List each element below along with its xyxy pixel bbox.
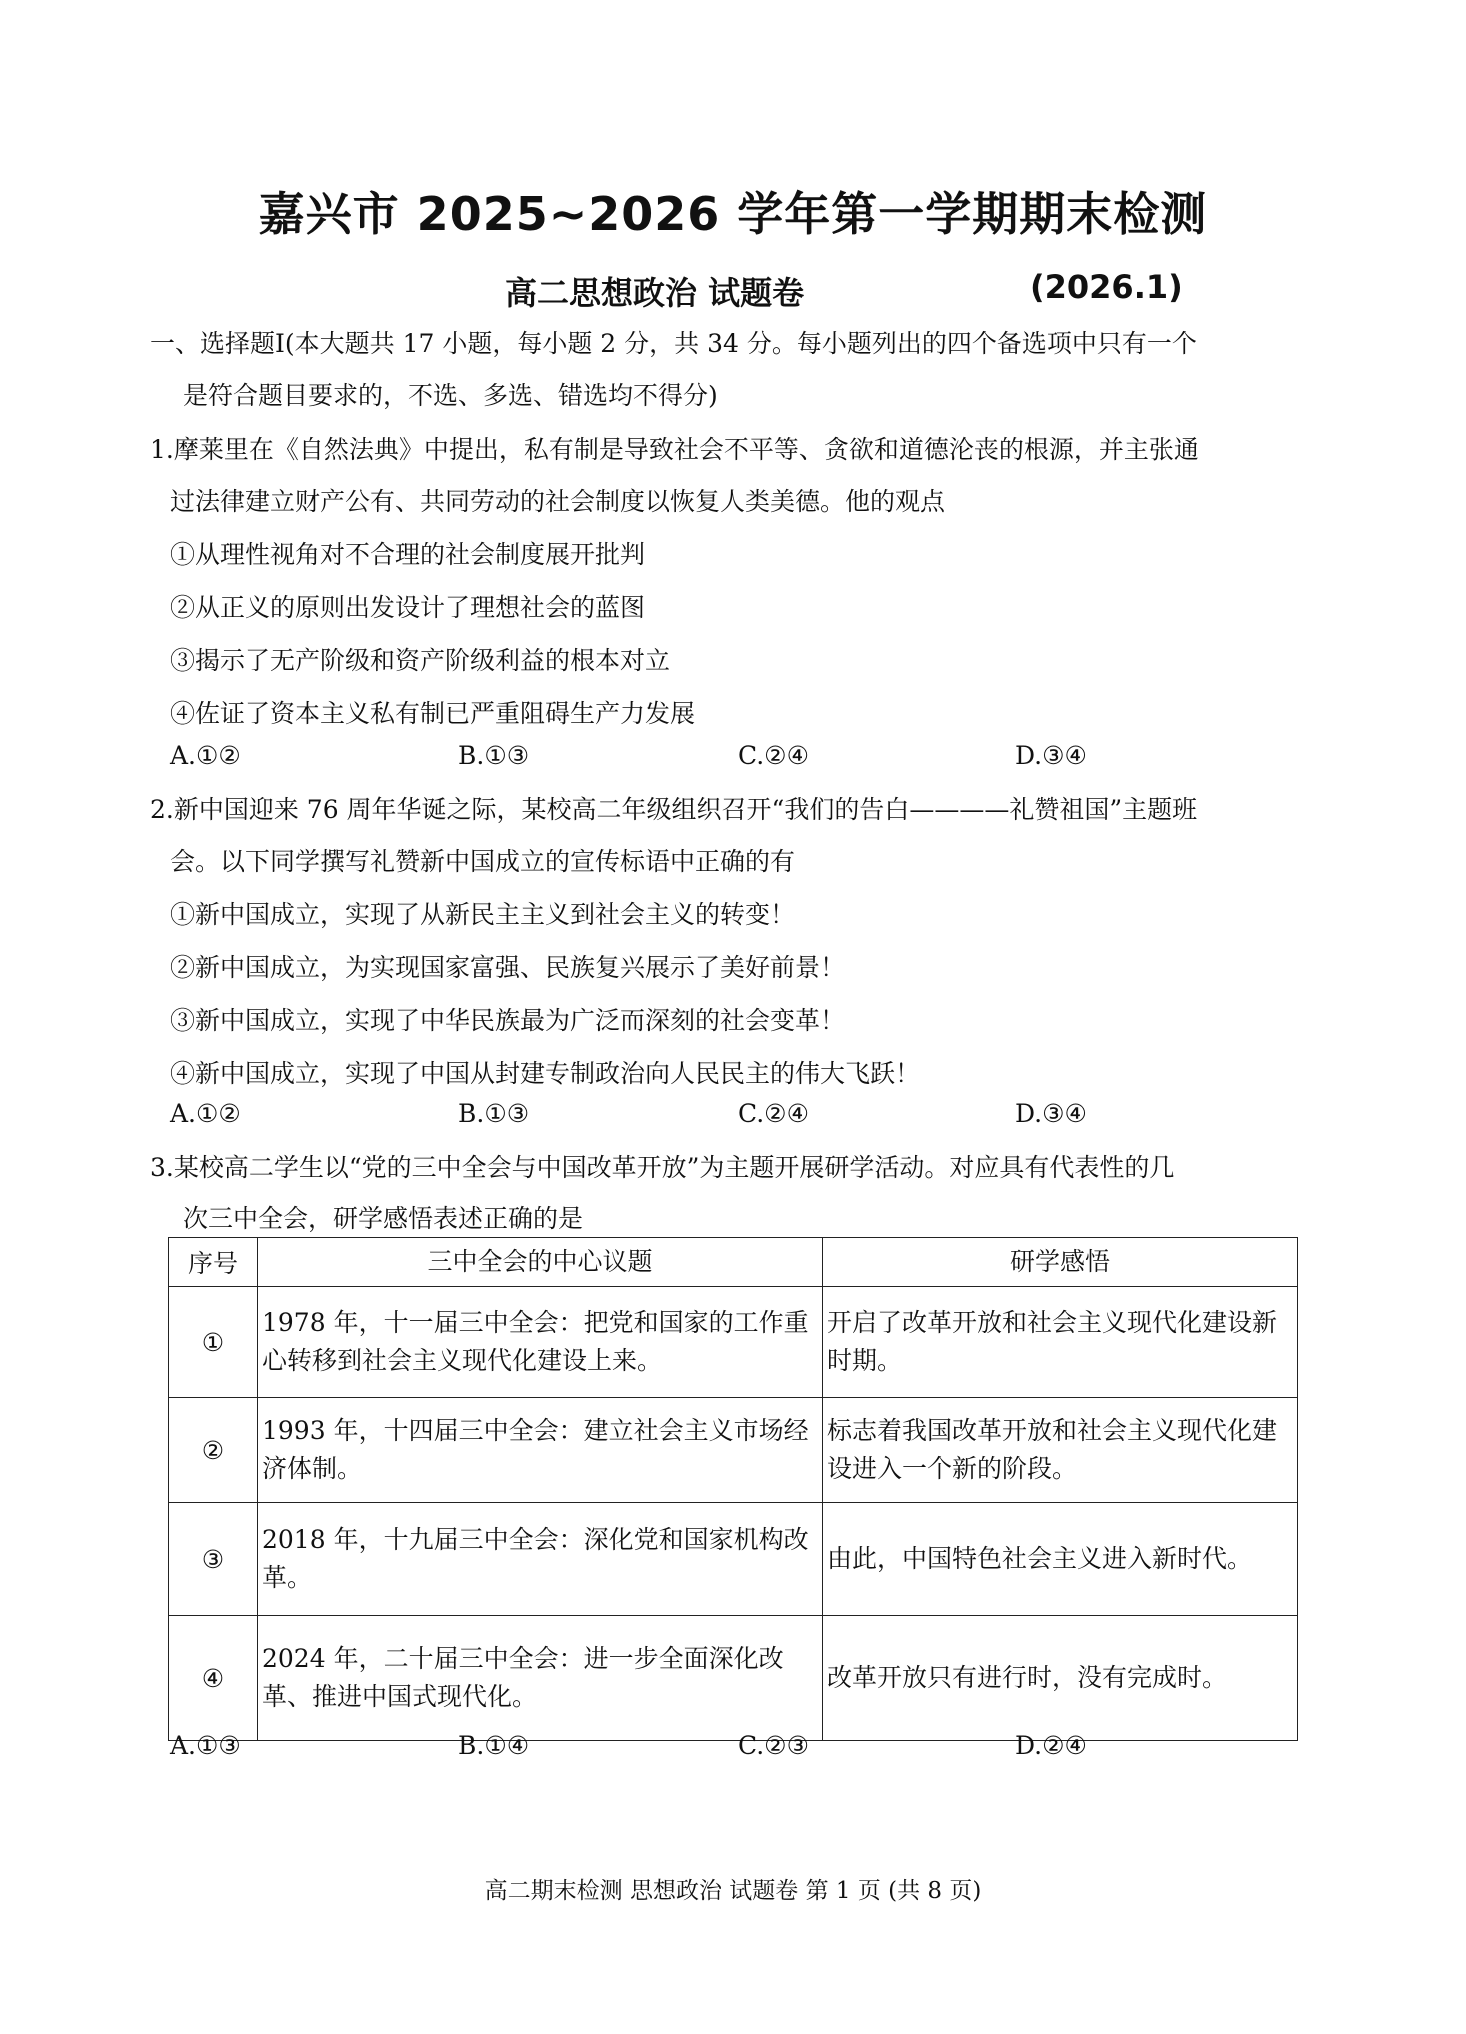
table-cell-topic: 1993 年，十四届三中全会：建立社会主义市场经济体制。 <box>258 1398 823 1503</box>
q1-item-4: ④佐证了资本主义私有制已严重阻碍生产力发展 <box>170 699 696 728</box>
q3-stem-line1: 3.某校高二学生以“党的三中全会与中国改革开放”为主题开展研学活动。对应具有代表性的几 <box>150 1153 1175 1182</box>
q1-option-b[interactable]: B.①③ <box>458 741 530 770</box>
q2-stem-line2: 会。以下同学撰写礼赞新中国成立的宣传标语中正确的有 <box>170 847 796 876</box>
table-row <box>169 1398 1298 1503</box>
q1-option-c[interactable]: C.②④ <box>738 741 810 770</box>
table-cell-feel: 由此，中国特色社会主义进入新时代。 <box>823 1503 1298 1616</box>
q2-stem-line1: 2.新中国迎来 76 周年华诞之际，某校高二年级组织召开“我们的告白————礼赞祖国”主题班 <box>150 795 1198 824</box>
q3-option-a[interactable]: A.①③ <box>170 1731 241 1760</box>
q2-option-b[interactable]: B.①③ <box>458 1099 530 1128</box>
q2-item-4: ④新中国成立，实现了中国从封建专制政治向人民民主的伟大飞跃！ <box>170 1059 921 1088</box>
q1-item-2: ②从正义的原则出发设计了理想社会的蓝图 <box>170 593 646 622</box>
table-cell-feel: 改革开放只有进行时，没有完成时。 <box>823 1616 1298 1741</box>
page-footer: 高二期末检测 思想政治 试题卷 第 1 页 (共 8 页) <box>484 1878 982 1904</box>
exam-date: (2026.1) <box>1030 268 1183 306</box>
table-row <box>169 1503 1298 1616</box>
q2-option-a[interactable]: A.①② <box>170 1099 241 1128</box>
table-cell-topic: 2024 年，二十届三中全会：进一步全面深化改革、推进中国式现代化。 <box>258 1616 823 1741</box>
q2-option-c[interactable]: C.②④ <box>738 1099 810 1128</box>
q2-option-d[interactable]: D.③④ <box>1015 1099 1087 1128</box>
table-header-feel: 研学感悟 <box>823 1238 1298 1287</box>
table-header-topic: 三中全会的中心议题 <box>258 1238 823 1287</box>
table-cell-no: ① <box>169 1287 258 1398</box>
q1-item-3: ③揭示了无产阶级和资产阶级利益的根本对立 <box>170 646 671 675</box>
q1-option-d[interactable]: D.③④ <box>1015 741 1087 770</box>
table-cell-topic: 2018 年，十九届三中全会：深化党和国家机构改革。 <box>258 1503 823 1616</box>
table-row <box>169 1616 1298 1741</box>
q3-table <box>168 1237 1298 1741</box>
q2-item-1: ①新中国成立，实现了从新民主主义到社会主义的转变！ <box>170 900 796 929</box>
exam-title: 嘉兴市 2025~2026 学年第一学期期末检测 <box>258 187 1208 241</box>
table-cell-no: ④ <box>169 1616 258 1741</box>
table-cell-no: ③ <box>169 1503 258 1616</box>
q2-item-3: ③新中国成立，实现了中华民族最为广泛而深刻的社会变革！ <box>170 1006 846 1035</box>
q3-option-b[interactable]: B.①④ <box>458 1731 530 1760</box>
table-header-row <box>169 1238 1298 1287</box>
q1-item-1: ①从理性视角对不合理的社会制度展开批判 <box>170 540 646 569</box>
table-cell-feel: 标志着我国改革开放和社会主义现代化建设进入一个新的阶段。 <box>823 1398 1298 1503</box>
q3-option-d[interactable]: D.②④ <box>1015 1731 1087 1760</box>
q3-option-c[interactable]: C.②③ <box>738 1731 810 1760</box>
q2-item-2: ②新中国成立，为实现国家富强、民族复兴展示了美好前景！ <box>170 953 846 982</box>
table-header-no: 序号 <box>169 1238 258 1287</box>
q3-stem-line2: 次三中全会，研学感悟表述正确的是 <box>183 1204 584 1233</box>
section-instructions-line2: 是符合题目要求的，不选、多选、错选均不得分) <box>183 381 718 410</box>
table-cell-feel: 开启了改革开放和社会主义现代化建设新时期。 <box>823 1287 1298 1398</box>
table-cell-no: ② <box>169 1398 258 1503</box>
q1-stem-line2: 过法律建立财产公有、共同劳动的社会制度以恢复人类美德。他的观点 <box>170 487 946 516</box>
exam-subtitle: 高二思想政治 试题卷 <box>505 274 805 312</box>
section-instructions-line1: 一、选择题Ⅰ(本大题共 17 小题，每小题 2 分，共 34 分。每小题列出的四个备选项中只有一个 <box>150 329 1197 358</box>
q1-stem-line1: 1.摩莱里在《自然法典》中提出，私有制是导致社会不平等、贪欲和道德沦丧的根源，并主张通 <box>150 435 1199 464</box>
q1-option-a[interactable]: A.①② <box>170 741 241 770</box>
table-cell-topic: 1978 年，十一届三中全会：把党和国家的工作重心转移到社会主义现代化建设上来。 <box>258 1287 823 1398</box>
table-row <box>169 1287 1298 1398</box>
